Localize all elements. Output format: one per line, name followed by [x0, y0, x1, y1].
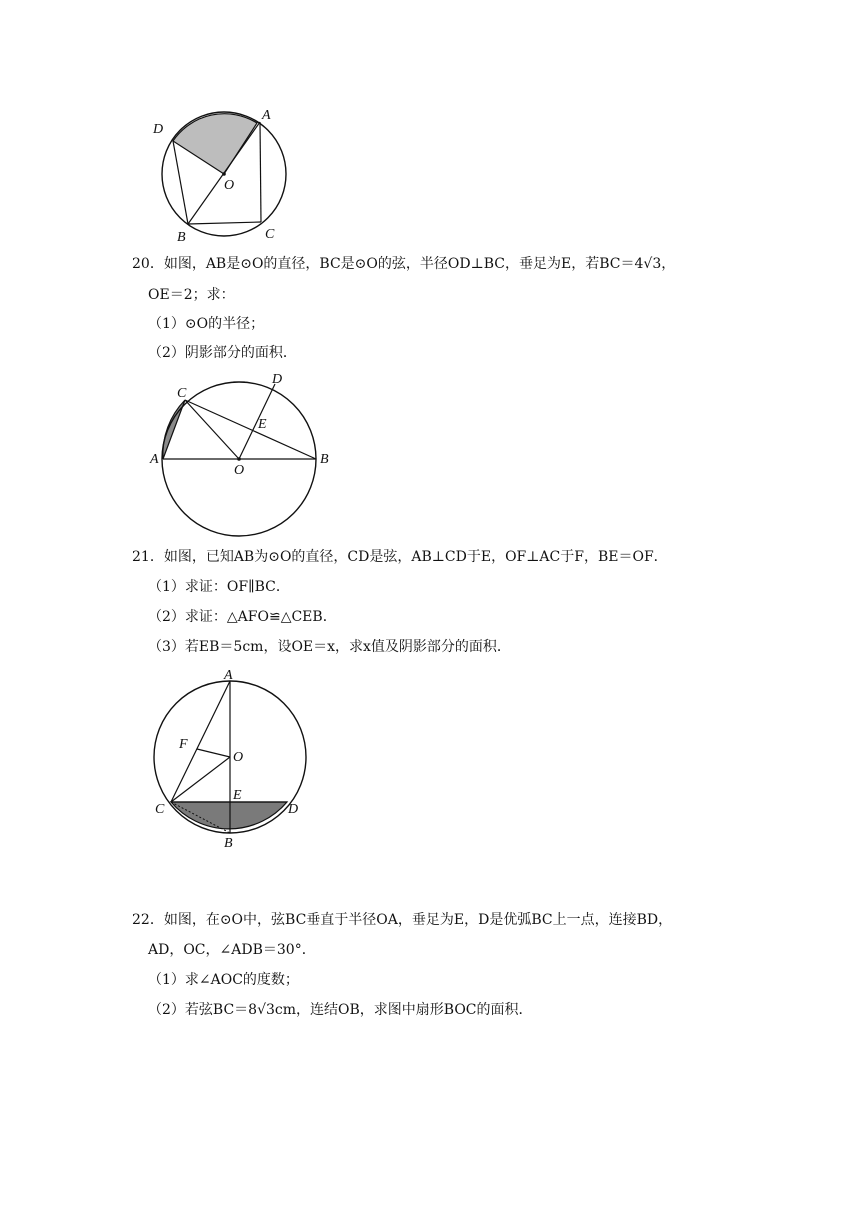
label-c: C	[265, 227, 275, 242]
label-a: A	[262, 108, 271, 123]
label-d: D	[288, 802, 299, 817]
segment-bc	[188, 222, 261, 224]
q22-sub1: （1）求∠AOC的度数；	[148, 972, 299, 988]
q21-sub2: （2）求证：△AFO≌△CEB．	[148, 609, 337, 625]
figure-q20	[145, 370, 345, 540]
q22-line2: AD，OC，∠ADB＝30°．	[148, 942, 316, 958]
segment-ac	[260, 122, 261, 222]
label-b: B	[224, 836, 233, 851]
label-o: O	[233, 750, 244, 765]
chord-bc	[185, 400, 316, 459]
label-b: B	[320, 452, 329, 467]
segment-oc	[171, 757, 230, 802]
q20-line1: 20．如图，AB是⊙O的直径，BC是⊙O的弦，半径OD⊥BC，垂足为E，若BC＝4√3，	[132, 256, 676, 272]
label-o: O	[234, 463, 245, 478]
label-e: E	[233, 788, 242, 803]
radius-od	[239, 384, 275, 459]
label-d: D	[272, 372, 283, 387]
label-a: A	[224, 668, 233, 683]
q20-sub2: （2）阴影部分的面积．	[148, 345, 297, 361]
shaded-segment	[163, 400, 185, 459]
label-d: D	[153, 122, 164, 137]
shaded-region	[171, 802, 287, 829]
segment-of	[197, 749, 230, 757]
label-e: E	[258, 417, 267, 432]
label-o: O	[224, 178, 235, 193]
center-point	[237, 457, 241, 461]
label-f: F	[179, 737, 188, 752]
q21-sub3: （3）若EB＝5cm，设OE＝x，求x值及阴影部分的面积．	[148, 639, 511, 655]
label-c: C	[155, 802, 165, 817]
figure-q21	[145, 665, 315, 855]
q21-line1: 21．如图，已知AB为⊙O的直径，CD是弦，AB⊥CD于E，OF⊥AC于F，BE＝OF．	[132, 549, 668, 565]
center-point	[222, 172, 226, 176]
label-a: A	[150, 452, 159, 467]
segment-co	[185, 400, 239, 459]
q22-line1: 22．如图，在⊙O中，弦BC垂直于半径OA，垂足为E，D是优弧BC上一点，连接BD，	[132, 912, 673, 928]
q22-sub2: （2）若弦BC＝8√3cm，连结OB，求图中扇形BOC的面积．	[148, 1002, 533, 1018]
label-c: C	[177, 386, 187, 401]
figure-q19	[145, 100, 305, 250]
q21-sub1: （1）求证：OF∥BC．	[148, 579, 290, 595]
q20-line2: OE＝2；求：	[148, 287, 235, 303]
label-b: B	[177, 230, 186, 245]
q20-sub1: （1）⊙O的半径；	[148, 316, 265, 332]
